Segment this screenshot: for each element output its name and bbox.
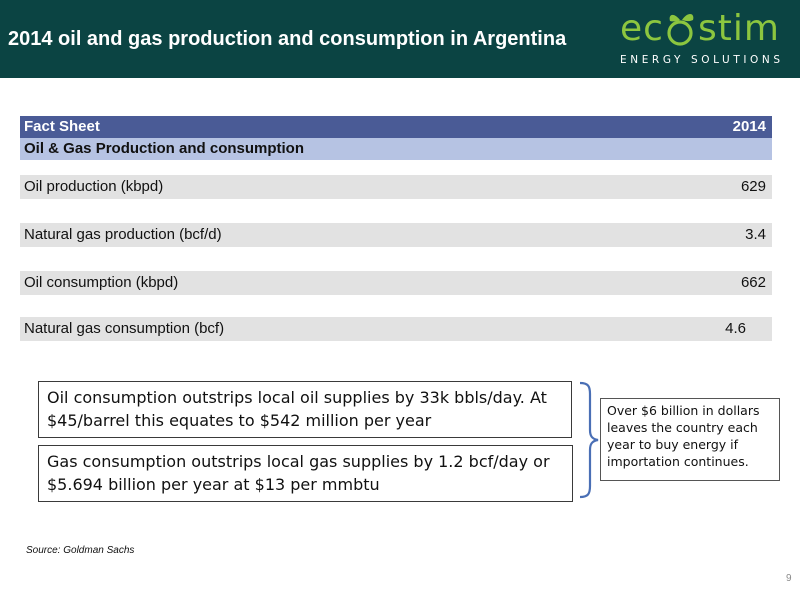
table-row xyxy=(20,271,772,295)
fact-sheet-title: Fact Sheet xyxy=(24,118,100,135)
logo-word-right: stim xyxy=(697,8,780,49)
page-number: 9 xyxy=(786,573,792,584)
header-bar xyxy=(0,0,800,78)
fact-sheet-section-label: Oil & Gas Production and consumption xyxy=(24,140,305,157)
row-label: Natural gas consumption (bcf) xyxy=(24,320,225,337)
fact-sheet-header xyxy=(20,116,772,138)
logo-word-left: ec xyxy=(620,8,664,49)
row-value: 629 xyxy=(740,178,766,195)
logo-tagline: ENERGY SOLUTIONS xyxy=(620,54,784,66)
gas-shortfall-callout: Gas consumption outstrips local gas supplies by 1.2 bcf/day or $5.694 billion per year at $13 per mmbtu xyxy=(38,445,573,502)
row-label: Natural gas production (bcf/d) xyxy=(24,226,222,243)
table-row xyxy=(20,317,772,341)
fact-sheet-section xyxy=(20,138,772,160)
right-brace-icon xyxy=(578,380,600,500)
row-value: 4.6 xyxy=(725,320,746,337)
page-title: 2014 oil and gas production and consumption in Argentina xyxy=(8,28,567,50)
logo-wordmark xyxy=(620,8,780,50)
leaf-o-icon xyxy=(664,8,698,50)
summary-note: Over $6 billion in dollars leaves the country each year to buy energy if importation continues. xyxy=(600,398,780,481)
row-value: 3.4 xyxy=(745,226,766,243)
row-label: Oil consumption (kbpd) xyxy=(24,274,179,291)
row-label: Oil production (kbpd) xyxy=(24,178,164,195)
table-row xyxy=(20,175,772,199)
fact-sheet-year: 2014 xyxy=(732,118,766,135)
oil-shortfall-callout: Oil consumption outstrips local oil supplies by 33k bbls/day. At $45/barrel this equates to $542 million per year xyxy=(38,381,572,438)
row-value: 662 xyxy=(740,274,766,291)
source-citation: Source: Goldman Sachs xyxy=(26,545,135,556)
table-row xyxy=(20,223,772,247)
company-logo xyxy=(612,8,794,70)
